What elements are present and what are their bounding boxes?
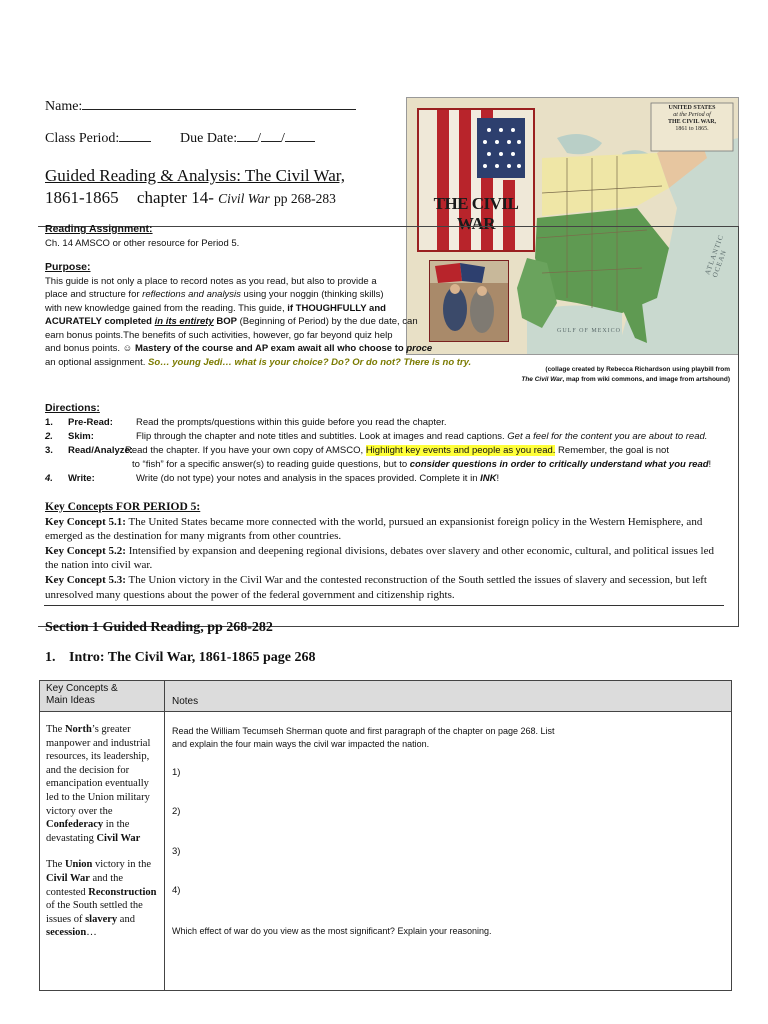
purpose-text: an optional assignment. — [45, 356, 148, 368]
class-period-blank[interactable] — [119, 128, 151, 142]
key-concept-text: Intensified by expansion and deepening regional divisions, debates over slavery and other economic, cultural, and political issues led the nation into civil war. — [45, 544, 714, 572]
main-idea-keyword: Civil War — [96, 832, 141, 844]
main-idea-paragraph — [46, 858, 158, 940]
notes-prompt-line: and explain the four main ways the civil war impacted the nation. — [172, 739, 430, 749]
reading-heading-text: Reading Assignment — [45, 223, 150, 235]
main-idea-keyword: Confederacy — [46, 819, 104, 831]
purpose-bold-italic-underline: in its entirety — [154, 316, 214, 327]
ocean-label: ATLANTIC OCEAN — [703, 233, 729, 279]
purpose-text: with new knowledge gained from the reading. This guide, — [45, 302, 288, 314]
main-idea-text: The — [46, 859, 65, 871]
key-concepts-section — [45, 500, 721, 602]
direction-text: Flip through the chapter and note titles and subtitles. Look at images and read captions. — [136, 430, 508, 442]
column-header-notes: Notes — [172, 696, 199, 707]
answer-number-3[interactable]: 3) — [172, 846, 181, 857]
due-date-label: Due Date: — [180, 131, 238, 146]
class-period-field — [45, 128, 151, 147]
direction-item — [45, 416, 735, 430]
purpose-line — [45, 356, 472, 370]
date-separator: / — [257, 131, 262, 146]
page-subtitle — [45, 188, 336, 208]
section-item-title — [45, 650, 315, 666]
direction-bold-italic: consider questions in order to critically understand what you read — [409, 458, 709, 470]
map-title-line: 1861 to 1865. — [675, 126, 709, 132]
key-concepts-heading-text: Key Concepts — [45, 501, 116, 513]
purpose-line: earn bonus points.The benefits of such activities, however, go far beyond quiz help — [45, 329, 393, 341]
purpose-line: This guide is not only a place to record notes as you read, but also to provide a — [45, 275, 377, 287]
title-chapter: chapter 14- — [136, 188, 214, 207]
section-item-text: Intro: The Civil War, 1861-1865 page 268 — [69, 650, 316, 665]
direction-label: Write: — [68, 472, 95, 484]
significance-question: Which effect of war do you view as the most significant? Explain your reasoning. — [172, 926, 492, 936]
direction-label: Pre-Read: — [68, 416, 113, 428]
answer-number-4[interactable]: 4) — [172, 885, 181, 896]
key-concepts-heading — [45, 500, 721, 515]
title-pages: pp 268-283 — [274, 191, 336, 206]
purpose-heading-colon: : — [87, 261, 91, 273]
name-label: Name: — [45, 99, 83, 114]
key-concept-label: Key Concept 5.3: — [45, 573, 126, 586]
reading-text: Ch. 14 AMSCO or other resource for Period 5. — [45, 237, 240, 249]
main-idea-text: The — [46, 724, 65, 735]
poster-title: THE CIVIL WAR — [433, 194, 519, 233]
directions-heading-text: Directions — [45, 402, 97, 414]
direction-number: 1. — [45, 416, 53, 428]
key-concept-text: The Union victory in the Civil War and the contested reconstruction of the South settled the issues of slavery and secession, but left unresolved many questions about the power of the federal government and citizenship rights. — [45, 573, 707, 601]
directions-heading — [45, 402, 735, 416]
due-date-field — [180, 128, 315, 147]
direction-item — [45, 472, 735, 486]
purpose-line — [45, 342, 433, 356]
direction-number: 2. — [45, 430, 53, 442]
directions-section — [45, 402, 735, 486]
direction-item-continued — [45, 458, 735, 472]
due-year-blank[interactable] — [285, 128, 315, 142]
reading-heading — [45, 223, 400, 237]
key-concept-label: Key Concept 5.2: — [45, 544, 126, 557]
column-header-concepts — [46, 683, 118, 707]
due-day-blank[interactable] — [261, 128, 281, 142]
column-divider — [164, 681, 165, 990]
name-blank[interactable] — [82, 96, 356, 110]
answer-number-1[interactable]: 1) — [172, 767, 181, 778]
notes-table-header — [40, 681, 731, 712]
key-concept-label: Key Concept 5.1: — [45, 515, 126, 528]
direction-text: Read the chapter. If you have your own copy of AMSCO, — [125, 444, 366, 456]
main-idea-text: of the South settled the issues of — [46, 900, 143, 925]
key-concepts-heading-text: FOR PERIOD 5: — [115, 501, 201, 513]
direction-highlight: Highlight key events and people as you read. — [365, 444, 556, 456]
purpose-line — [45, 302, 405, 316]
main-idea-keyword: Civil War — [46, 872, 90, 884]
purpose-italic: reflections and analysis — [142, 289, 241, 300]
main-idea-text: victory in the — [92, 859, 152, 871]
direction-number: 3. — [45, 444, 53, 456]
purpose-bold: Mastery of the course and AP exam await all who choose to — [134, 343, 407, 354]
caption-italic: The Civil War — [521, 376, 563, 383]
purpose-bold: BOP — [213, 316, 237, 327]
due-month-blank[interactable] — [237, 128, 257, 142]
purpose-heading — [45, 261, 405, 275]
gulf-label: GULF OF MEXICO — [557, 328, 622, 334]
map-title-line: at the Period of — [673, 112, 711, 118]
main-idea-text: and the contested — [46, 872, 124, 898]
key-concept-text: The United States became more connected with the world, pursued an expansionist foreign policy in the Western Hemisphere, and emerged as the destination for many migrants from other countries. — [45, 515, 703, 543]
direction-text: ! — [708, 458, 712, 470]
direction-number: 4. — [45, 472, 53, 484]
date-separator: / — [281, 131, 285, 146]
name-field — [45, 96, 356, 115]
direction-text: Read the prompts/questions within this guide before you read the chapter. — [136, 416, 447, 428]
column-header-text: Key Concepts & — [46, 683, 118, 694]
main-idea-paragraph — [46, 723, 158, 845]
map-title — [649, 105, 735, 133]
column-header-text: Main Ideas — [46, 695, 95, 706]
title-years: 1861-1865 — [45, 188, 119, 207]
main-idea-text: and — [117, 913, 135, 925]
main-idea-keyword: Reconstruction — [88, 886, 157, 898]
purpose-section — [45, 261, 472, 369]
section-heading: Section 1 Guided Reading, pp 268-282 — [45, 620, 273, 635]
purpose-line — [45, 315, 418, 329]
main-ideas-cell — [46, 723, 158, 940]
section-item-number: 1. — [45, 650, 56, 665]
purpose-text: using your noggin (thinking skills) — [240, 289, 384, 300]
purpose-text: place and structure for — [45, 289, 143, 300]
main-idea-keyword: North — [64, 724, 92, 735]
notes-table — [39, 680, 732, 991]
purpose-bold: if THOUGHFULLY and — [287, 302, 386, 314]
main-idea-keyword: Union — [64, 859, 93, 871]
main-idea-keyword: slavery — [85, 913, 118, 925]
direction-text: to “fish” for a specific answer(s) to reading guide questions, but to — [132, 458, 410, 470]
page-title: Guided Reading & Analysis: The Civil War, — [45, 166, 345, 185]
notes-prompt — [172, 725, 722, 751]
title-chapter-italic: Civil War — [218, 191, 270, 206]
key-concept-item — [45, 515, 721, 544]
caption-rest: , map from wiki commons, and image from artshound) — [562, 376, 730, 383]
direction-label: Skim: — [68, 430, 94, 442]
purpose-text: (Beginning of Period) by the due date, can — [236, 316, 418, 327]
reading-heading-colon: : — [149, 223, 153, 235]
purpose-bold-italic: proce — [406, 343, 433, 354]
direction-bold-italic: INK — [480, 472, 497, 484]
direction-text: ! — [496, 472, 500, 484]
key-concept-item — [45, 573, 721, 602]
main-idea-text: ’s greater manpower and industrial resources, its leadership, and the decision for emancipation eventually led to the Union military victory over the — [46, 724, 151, 817]
direction-item — [45, 430, 735, 444]
direction-text: Remember, the goal is not — [555, 444, 669, 456]
reading-assignment — [45, 223, 400, 250]
map-title-line: UNITED STATES — [668, 105, 716, 111]
purpose-line — [45, 288, 405, 302]
key-concept-item — [45, 544, 721, 573]
main-idea-keyword: secession — [46, 927, 87, 939]
directions-heading-colon: : — [96, 402, 100, 414]
main-idea-text: in the devastating — [46, 819, 130, 844]
key-concepts-divider — [44, 605, 724, 606]
caption-line: (collage created by Rebecca Richardson using playbill from — [545, 366, 730, 373]
direction-item — [45, 444, 735, 458]
notes-prompt-line: Read the William Tecumseh Sherman quote and first paragraph of the chapter on page 268. List — [172, 726, 555, 736]
class-period-label: Class Period: — [45, 131, 120, 146]
purpose-text: and bonus points. ☺ — [45, 343, 135, 354]
purpose-heading-text: Purpose — [45, 261, 88, 273]
direction-italic: Get a feel for the content you are about to read. — [507, 430, 708, 442]
main-idea-text: … — [86, 927, 97, 939]
purpose-bold: ACURATELY completed — [45, 316, 155, 327]
answer-number-2[interactable]: 2) — [172, 806, 181, 817]
direction-label: Read/Analyze: — [68, 444, 133, 456]
map-title-line: THE CIVIL WAR, — [667, 119, 717, 125]
direction-text: Write (do not type) your notes and analysis in the spaces provided. Complete it in — [136, 472, 481, 484]
purpose-jedi-text: So… young Jedi… what is your choice? Do? Or do not? There is no try. — [147, 356, 472, 368]
